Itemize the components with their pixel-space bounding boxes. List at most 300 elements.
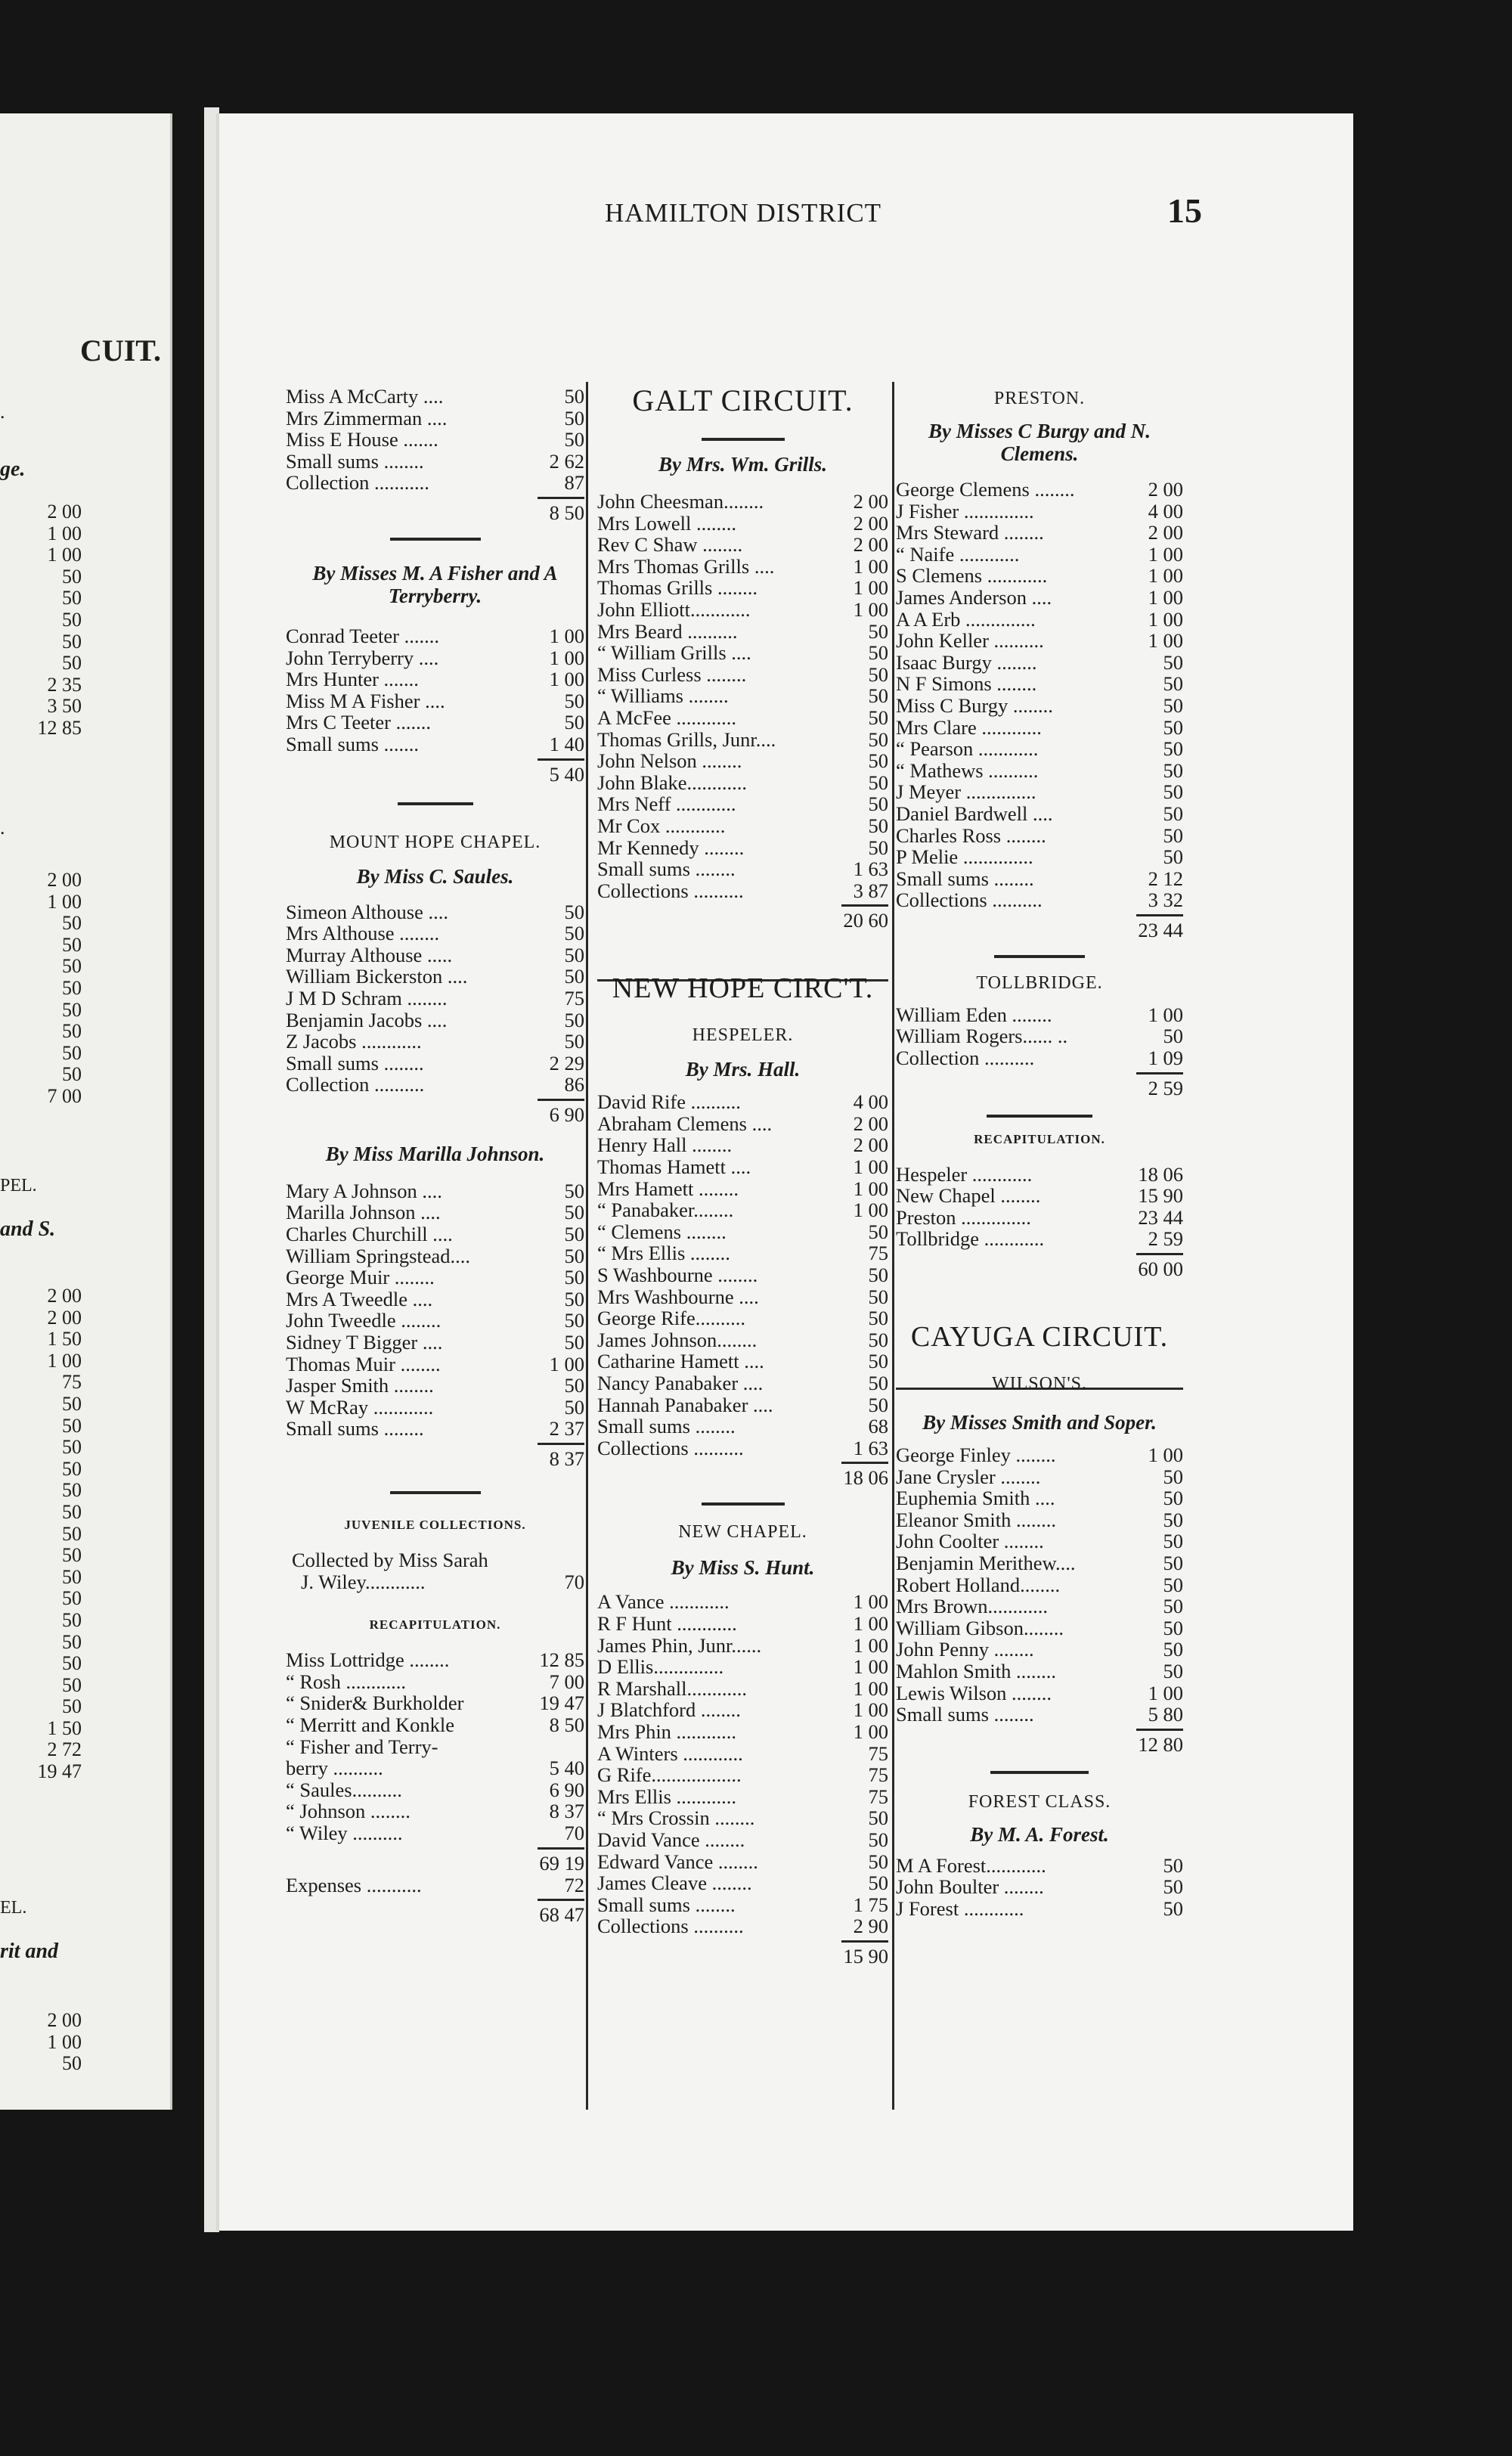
amount-row <box>0 1632 85 1654</box>
donor-row <box>597 1350 888 1372</box>
donation-amount: 50 <box>1163 1487 1183 1510</box>
net-total: 68 47 <box>286 1896 584 1926</box>
donation-amount: 2 00 <box>853 533 888 557</box>
donor-name: Robert Holland........ <box>896 1573 1061 1596</box>
left-page-fragment: . <box>0 817 5 839</box>
donor-name: Mrs Neff ............ <box>597 792 736 816</box>
donor-name: George Finley ........ <box>896 1444 1056 1467</box>
amount-row <box>0 1588 85 1610</box>
donor-row <box>597 513 888 535</box>
donation-amount: 50 <box>868 727 888 751</box>
donor-row <box>896 1047 1183 1069</box>
donor-row <box>896 738 1183 760</box>
donor-name: Mahlon Smith ........ <box>896 1659 1057 1682</box>
section-heading: FOREST CLASS. <box>968 1791 1111 1812</box>
donor-name: J Blatchford ........ <box>597 1698 741 1722</box>
donor-name: Henry Hall ........ <box>597 1133 733 1157</box>
donation-amount: 50 <box>1163 1552 1183 1574</box>
donation-amount: 50 <box>1163 780 1183 804</box>
section-rule <box>994 955 1085 958</box>
donation-amount: 50 <box>564 965 584 988</box>
donor-row <box>597 664 888 686</box>
donation-amount: 75 <box>868 1763 888 1787</box>
donor-name: D Ellis.............. <box>597 1655 724 1679</box>
donor-name: Jane Crysler ........ <box>896 1465 1041 1488</box>
donor-name: W McRay ............ <box>286 1395 434 1419</box>
donor-row <box>286 1202 584 1223</box>
donation-amount: 50 <box>868 1828 888 1851</box>
donation-amount: 50 <box>564 922 584 945</box>
donation-amount: 50 <box>564 1395 584 1419</box>
donation-amount: 50 <box>868 814 888 837</box>
amount-row <box>0 501 85 523</box>
donation-amount: 2 90 <box>853 1915 888 1938</box>
amount-row <box>0 1718 85 1740</box>
donation-amount: 1 00 <box>853 1698 888 1722</box>
donor-name: S Clemens ............ <box>896 564 1048 588</box>
donation-amount: 2 00 <box>853 1133 888 1157</box>
amount-row <box>0 674 85 696</box>
donation-amount: 1 00 <box>853 1655 888 1679</box>
collector-heading: By Miss S. Hunt. <box>671 1556 815 1580</box>
left-page-fragment: EL. <box>0 1898 27 1918</box>
donation-amount: 50 <box>62 1436 82 1459</box>
amount-row <box>0 1437 85 1459</box>
donation-amount: 50 <box>1163 1595 1183 1618</box>
donor-row <box>597 1264 888 1286</box>
donor-name: J Meyer .............. <box>896 780 1036 804</box>
donation-amount: 50 <box>62 1695 82 1718</box>
section-rule <box>987 1115 1092 1118</box>
donor-name: “ Rosh ............ <box>286 1670 406 1693</box>
left-page-amounts-bottom <box>0 2010 85 2075</box>
donor-name: J M D Schram ........ <box>286 986 448 1009</box>
donor-name: Hannah Panabaker .... <box>597 1393 773 1416</box>
subtotal: 8 37 <box>286 1440 584 1470</box>
amount-row <box>0 2032 85 2054</box>
donation-amount: 50 <box>62 912 82 935</box>
donor-name: Collections .......... <box>896 888 1043 912</box>
donor-row <box>597 1764 888 1786</box>
donor-row <box>896 1595 1183 1617</box>
amount-row <box>0 1502 85 1524</box>
donor-name: “ Merritt and Konkle <box>286 1713 454 1736</box>
donor-row <box>286 1800 584 1822</box>
donation-amount: 1 00 <box>549 646 584 669</box>
amount-row <box>0 913 85 935</box>
donation-amount: 75 <box>62 1371 82 1394</box>
donor-row <box>896 544 1183 566</box>
donor-row <box>286 1245 584 1267</box>
subtotal: 2 59 <box>896 1069 1183 1099</box>
donor-row <box>286 1310 584 1332</box>
donation-amount: 50 <box>62 1587 82 1610</box>
donor-row <box>286 1223 584 1245</box>
donor-row <box>896 1164 1183 1186</box>
donor-row <box>286 1714 584 1736</box>
donation-amount: 50 <box>868 641 888 665</box>
donor-name: Mr Kennedy ........ <box>597 836 745 859</box>
donation-amount: 50 <box>62 565 82 588</box>
donation-amount: 1 00 <box>853 1633 888 1657</box>
donor-name: Small sums ....... <box>286 732 419 755</box>
donation-amount: 1 00 <box>1148 564 1183 588</box>
donor-name: John Boulter ........ <box>896 1875 1044 1899</box>
donor-row <box>896 760 1183 782</box>
donation-amount: 1 00 <box>549 1352 584 1375</box>
donor-row <box>896 781 1183 803</box>
donor-row <box>896 630 1183 652</box>
donor-name: David Vance ........ <box>597 1828 745 1851</box>
donation-amount: 50 <box>868 1285 888 1308</box>
donation-amount: 1 63 <box>853 857 888 881</box>
donor-row <box>597 1894 888 1916</box>
donor-name: James Phin, Junr...... <box>597 1633 762 1657</box>
donor-name: Small sums ........ <box>286 1051 424 1074</box>
donor-name: A Vance ............ <box>597 1590 730 1614</box>
amount-row <box>0 1307 85 1329</box>
donation-amount: 7 00 <box>47 1084 82 1107</box>
donor-row <box>597 1721 888 1743</box>
donation-amount: 50 <box>564 943 584 966</box>
donor-row <box>896 1025 1183 1047</box>
donation-amount: 1 00 <box>853 576 888 600</box>
donor-name: John Elliott............ <box>597 597 751 621</box>
donor-row <box>597 793 888 815</box>
amount-row <box>0 1329 85 1350</box>
donor-row <box>597 577 888 599</box>
recap-list <box>896 1164 1183 1250</box>
donation-amount: 2 59 <box>1148 1227 1183 1251</box>
donor-row <box>896 1876 1183 1898</box>
collector-heading: By Mrs. Wm. Grills. <box>658 453 828 476</box>
donor-name: Jasper Smith ........ <box>286 1374 434 1397</box>
left-page-fragment: ge. <box>0 457 26 481</box>
donation-amount: 2 72 <box>47 1738 82 1761</box>
donor-name: Mrs C Teeter ....... <box>286 711 431 734</box>
circuit-title: CAYUGA CIRCUIT. <box>910 1321 1169 1354</box>
amount-row <box>0 1653 85 1675</box>
donor-name: Edward Vance ........ <box>597 1850 758 1873</box>
donation-amount: 1 00 <box>549 624 584 647</box>
donation-amount: 50 <box>868 619 888 643</box>
amount-row <box>0 1086 85 1108</box>
donation-amount: 50 <box>564 1374 584 1397</box>
section-rule <box>702 1502 785 1506</box>
wilsons-list <box>896 1444 1183 1726</box>
amount-row <box>0 1064 85 1086</box>
section-heading: MOUNT HOPE CHAPEL. <box>329 832 541 852</box>
donation-amount: 50 <box>868 1850 888 1873</box>
donation-amount: 50 <box>1163 693 1183 717</box>
donor-row <box>597 642 888 664</box>
left-page-amounts-top <box>0 501 85 740</box>
donation-amount: 50 <box>62 1457 82 1480</box>
amount-row <box>0 566 85 588</box>
donation-amount: 50 <box>564 1331 584 1354</box>
donation-amount: 50 <box>62 652 82 674</box>
collector-heading: By Misses M. A Fisher and A Terryberry. <box>312 561 558 607</box>
donor-row <box>896 1682 1183 1704</box>
donation-amount: 15 90 <box>1138 1184 1183 1208</box>
donor-row <box>597 1743 888 1765</box>
donor-name: Miss M A Fisher .... <box>286 689 445 712</box>
donor-row <box>597 1221 888 1243</box>
donor-row <box>286 733 584 755</box>
page-header <box>597 189 1202 230</box>
donation-amount: 1 00 <box>47 2030 82 2053</box>
subtotal: 8 50 <box>286 494 584 524</box>
donor-row <box>286 1053 584 1074</box>
column-divider <box>892 382 894 2110</box>
amount-row <box>0 1696 85 1718</box>
donor-name: R F Hunt ............ <box>597 1611 737 1635</box>
donation-amount: 8 50 <box>549 1713 584 1736</box>
donor-row <box>597 1416 888 1437</box>
donor-name: Small sums ........ <box>896 1703 1034 1726</box>
donation-amount: 68 <box>868 1415 888 1438</box>
donor-row <box>286 625 584 647</box>
amount-row <box>0 870 85 892</box>
donor-name: John Penny ........ <box>896 1638 1034 1661</box>
donor-row <box>286 944 584 966</box>
donor-name: George Muir ........ <box>286 1266 435 1289</box>
section-heading: TOLLBRIDGE. <box>976 972 1103 993</box>
amount-row <box>0 1459 85 1481</box>
donation-amount: 50 <box>1163 1616 1183 1639</box>
donation-amount: 1 00 <box>1148 585 1183 609</box>
donation-amount: 50 <box>62 955 82 978</box>
donation-amount: 2 00 <box>853 1112 888 1135</box>
donation-amount: 50 <box>62 998 82 1021</box>
donor-row <box>286 429 584 451</box>
donor-name: Tollbridge ............ <box>896 1227 1045 1251</box>
donation-amount: 50 <box>868 836 888 859</box>
donor-name: P Melie .............. <box>896 845 1033 869</box>
section-heading: NEW CHAPEL. <box>678 1522 807 1543</box>
donor-row <box>286 1031 584 1053</box>
donor-row <box>597 1872 888 1894</box>
donor-row <box>286 1267 584 1288</box>
donation-amount: 50 <box>564 1008 584 1031</box>
donation-amount: 1 50 <box>47 1328 82 1350</box>
donor-name: Lewis Wilson ........ <box>896 1681 1052 1704</box>
donor-name: Mrs A Tweedle .... <box>286 1287 433 1310</box>
column-divider <box>586 382 588 2110</box>
donor-name: “ Naife ............ <box>896 542 1020 566</box>
amount-row <box>0 1610 85 1632</box>
donor-row <box>286 668 584 690</box>
donor-row <box>896 717 1183 739</box>
donation-amount: 50 <box>62 630 82 653</box>
donation-amount: 3 87 <box>853 879 888 902</box>
donor-row <box>597 750 888 772</box>
donation-amount: 86 <box>564 1073 584 1096</box>
donation-amount: 1 00 <box>853 1611 888 1635</box>
donor-row <box>896 479 1183 501</box>
donor-row <box>286 451 584 473</box>
donor-row <box>597 729 888 751</box>
donation-amount: 1 00 <box>853 1177 888 1200</box>
donor-name: Small sums ........ <box>597 1893 736 1916</box>
donor-name: R Marshall............ <box>597 1676 747 1700</box>
donor-name: William Eden ........ <box>896 1003 1052 1026</box>
donor-row <box>286 1332 584 1354</box>
donor-row <box>286 1375 584 1397</box>
donor-name: Small sums ........ <box>896 867 1034 890</box>
donor-name: Charles Churchill .... <box>286 1223 453 1246</box>
donation-amount: 50 <box>1163 1896 1183 1920</box>
donor-row <box>597 1915 888 1937</box>
donor-row <box>597 1699 888 1721</box>
amount-row <box>0 718 85 740</box>
donor-row <box>896 1552 1183 1574</box>
donation-amount: 2 00 <box>853 511 888 535</box>
johnson-list <box>286 1180 584 1440</box>
donation-amount: 75 <box>868 1242 888 1265</box>
donation-amount: 50 <box>564 428 584 451</box>
donor-row <box>597 837 888 859</box>
donor-name: S Washbourne ........ <box>597 1264 758 1287</box>
donation-amount: 50 <box>868 771 888 794</box>
subtotal: 18 06 <box>597 1459 888 1489</box>
collector-heading: By Miss C. Saules. <box>356 864 514 888</box>
donation-amount: 50 <box>564 406 584 429</box>
donation-amount: 50 <box>1163 650 1183 674</box>
donor-row <box>896 501 1183 523</box>
amount-row <box>0 892 85 913</box>
donation-amount: 50 <box>1163 823 1183 847</box>
subtotal: 6 90 <box>286 1096 584 1126</box>
donor-row <box>896 1185 1183 1207</box>
left-page-fragment: . <box>0 401 5 423</box>
donation-amount: 2 00 <box>1148 521 1183 544</box>
donor-row <box>597 1134 888 1156</box>
donation-amount: 1 00 <box>1148 1444 1183 1467</box>
donation-amount: 1 00 <box>853 1590 888 1614</box>
donor-name: Thomas Muir ........ <box>286 1352 441 1375</box>
donation-amount: 50 <box>1163 1853 1183 1877</box>
tollbridge-list <box>896 1004 1183 1069</box>
donation-amount: 6 90 <box>549 1778 584 1801</box>
amount-row <box>0 978 85 1000</box>
donor-row <box>286 1736 584 1758</box>
donation-amount: 70 <box>564 1821 584 1844</box>
donor-row <box>286 1180 584 1202</box>
donation-amount: 23 44 <box>1138 1205 1183 1229</box>
left-page-amounts-low <box>0 1285 85 1783</box>
donation-amount: 50 <box>868 792 888 816</box>
amount-row <box>0 653 85 674</box>
donor-name: G Rife.................. <box>597 1763 742 1787</box>
donation-amount: 1 00 <box>47 544 82 566</box>
left-page-heading: CUIT. <box>79 333 161 367</box>
donor-name: John Blake............ <box>597 771 747 794</box>
section-rule <box>398 802 473 805</box>
donation-amount: 50 <box>868 1372 888 1394</box>
donation-amount: 7 00 <box>549 1670 584 1693</box>
donor-row <box>286 1649 584 1671</box>
donor-row <box>896 1004 1183 1026</box>
donor-name: Collection .......... <box>286 1073 425 1096</box>
donor-row <box>286 712 584 733</box>
donation-amount: 50 <box>1163 715 1183 739</box>
donation-amount: 19 47 <box>37 1760 82 1783</box>
donation-amount: 50 <box>62 1041 82 1064</box>
donor-row <box>896 868 1183 890</box>
donor-row <box>896 565 1183 587</box>
donor-name: Daniel Bardwell .... <box>896 802 1053 825</box>
donation-amount: 1 00 <box>853 1155 888 1179</box>
donation-amount: 50 <box>1163 1659 1183 1682</box>
donor-name: Collection .......... <box>896 1047 1035 1070</box>
donation-amount: 12 85 <box>37 716 82 739</box>
collector-heading: By M. A. Forest. <box>970 1822 1109 1846</box>
collector-heading: By Misses C Burgy and N. Clemens. <box>928 420 1151 465</box>
donation-amount: 1 00 <box>1148 1681 1183 1704</box>
donor-name: Catharine Hamett .... <box>597 1350 764 1373</box>
donor-row <box>896 1444 1183 1466</box>
donor-name: Mrs Hamett ........ <box>597 1177 739 1200</box>
donation-amount: 1 00 <box>1148 629 1183 653</box>
donor-row <box>597 491 888 513</box>
section-heading: WILSON'S. <box>992 1374 1087 1394</box>
donor-name: James Johnson........ <box>597 1328 758 1351</box>
donor-row <box>597 1372 888 1394</box>
donor-name: “ Johnson ........ <box>286 1800 411 1823</box>
donor-row <box>286 1779 584 1801</box>
collector-heading: By Mrs. Hall. <box>685 1058 801 1081</box>
donation-amount: 50 <box>564 1179 584 1202</box>
donation-amount: 1 00 <box>853 1199 888 1222</box>
donation-amount: 5 80 <box>1148 1703 1183 1726</box>
donor-name: William Gibson........ <box>896 1616 1064 1639</box>
donor-name: John Nelson ........ <box>597 749 742 773</box>
donation-amount: 2 00 <box>47 501 82 523</box>
donor-name: Thomas Hamett .... <box>597 1155 751 1179</box>
donor-row <box>896 1487 1183 1509</box>
donor-row <box>896 846 1183 868</box>
donor-name: Z Jacobs ............ <box>286 1030 422 1053</box>
donation-amount: 50 <box>1163 845 1183 869</box>
donor-name: Thomas Grills, Junr.... <box>597 727 776 751</box>
donor-name: Benjamin Jacobs .... <box>286 1008 448 1031</box>
mccarty-list <box>286 386 584 494</box>
donation-amount: 50 <box>564 1201 584 1224</box>
donor-name: John Terryberry .... <box>286 646 439 669</box>
donor-row <box>896 1661 1183 1682</box>
preston-list <box>896 479 1183 911</box>
donor-name: J Fisher .............. <box>896 499 1034 523</box>
donor-name: Mrs Phin ............ <box>597 1720 737 1743</box>
donation-amount: 1 00 <box>549 668 584 691</box>
amount-row <box>0 544 85 566</box>
donation-amount: 50 <box>564 1309 584 1332</box>
donation-amount: 1 00 <box>853 1676 888 1700</box>
section-rule <box>990 1771 1089 1774</box>
donor-row <box>896 1617 1183 1639</box>
donor-name: Conrad Teeter ....... <box>286 624 439 647</box>
donation-amount: 1 50 <box>47 1716 82 1739</box>
donation-amount: 50 <box>1163 1638 1183 1661</box>
donation-amount: 2 00 <box>47 2009 82 2031</box>
donor-name: John Coolter ........ <box>896 1530 1044 1553</box>
donor-name: N F Simons ........ <box>896 672 1037 696</box>
donation-amount: 50 <box>868 1307 888 1330</box>
donor-row <box>896 587 1183 609</box>
hespeler-list <box>597 1091 888 1459</box>
donor-row <box>597 1829 888 1851</box>
